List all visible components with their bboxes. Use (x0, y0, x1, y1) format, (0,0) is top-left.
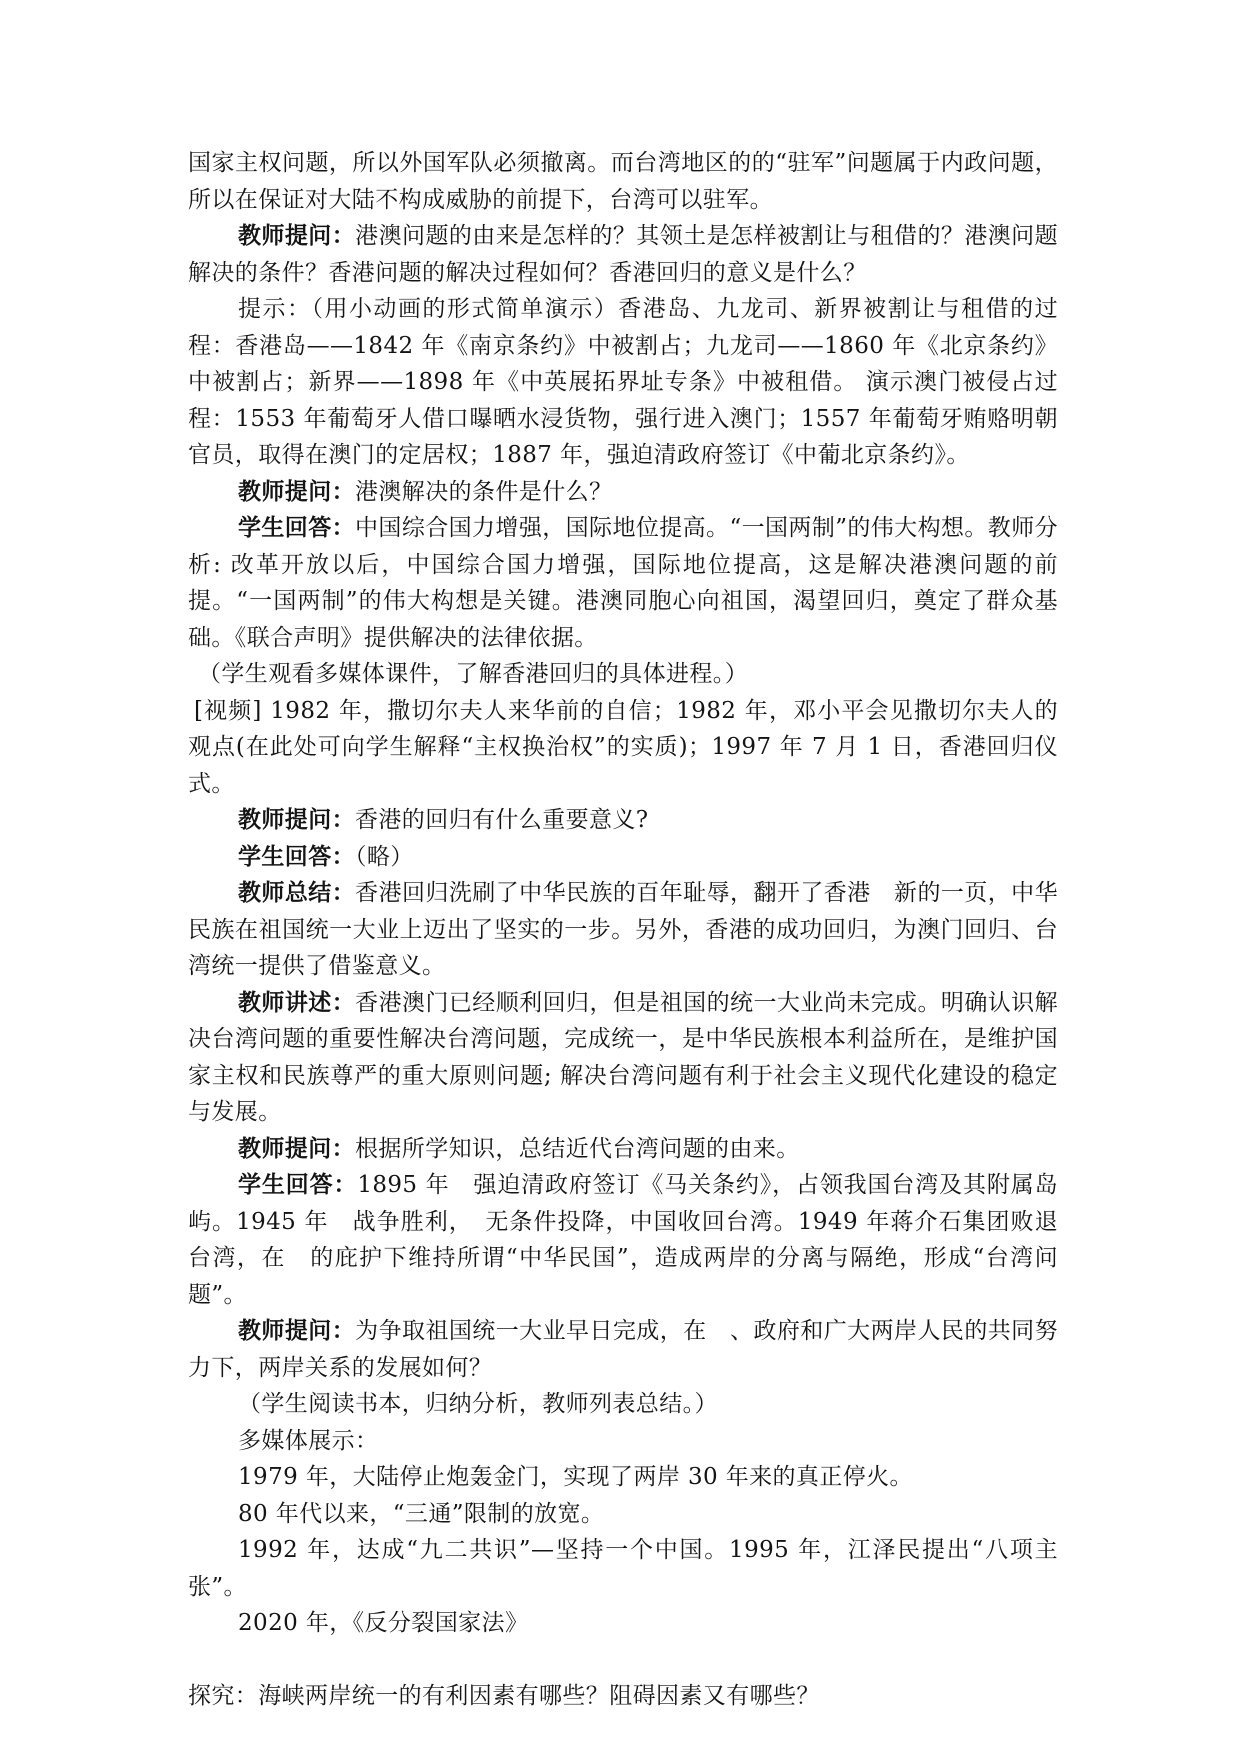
speaker-label: 教师讲述： (238, 988, 356, 1016)
speaker-label: 学生回答： (238, 514, 356, 541)
paragraph (188, 1423, 1058, 1460)
paragraph (188, 1459, 1058, 1496)
paragraph-text: 多媒体展示： (238, 1427, 379, 1454)
paragraph (188, 291, 1058, 474)
paragraph (188, 1386, 1058, 1423)
paragraph (188, 985, 1058, 1131)
paragraph-text: 香港回归洗刷了中华民族的百年耻辱，翻开了香港 新的一页，中华民族在祖国统一大业上迈出了坚实的一步。另外，香港的成功回归，为澳门回归、台湾统一提供了借鉴意义。 (188, 880, 1059, 979)
paragraph-text: （学生观看多媒体课件，了解香港回归的具体进程。） (198, 661, 749, 687)
paragraph-text: 中国综合国力增强，国际地位提高。“一国两制”的伟大构想。教师分析: 改革开放以后，中国综合国力增强，国际地位提高，这是解决港澳问题的前提。“一国两制”的伟大构想是关键。港澳同胞心向祖国，渴望回归，奠定了群众基础。《联合声明》提供解决的法律依据。 (188, 515, 1058, 651)
speaker-label: 学生回答： (238, 842, 355, 870)
speaker-label: 教师总结： (238, 879, 356, 906)
paragraph (188, 474, 1058, 511)
speaker-label: 教师提问： (238, 222, 356, 249)
paragraph-text: [视频] 1982 年，撒切尔夫人来华前的自信；1982 年，邓小平会见撒切尔夫人的观点(在此处可向学生解释“主权换治权”的实质)；1997 年 7 月 1 日，香港回归仪式。 (188, 697, 1058, 797)
paragraph-text: （学生阅读书本，归纳分析，教师列表总结。） (238, 1391, 718, 1417)
speaker-label: 学生回答： (238, 1171, 358, 1198)
paragraph (188, 656, 1058, 693)
paragraph-text: 香港澳门已经顺利回归，但是祖国的统一大业尚未完成。明确认识解决台湾问题的重要性解决台湾问题，完成统一，是中华民族根本利益所在，是维护国家主权和民族尊严的重大原则问题; 解决台湾问题有利于社会主义现代化建设的稳定与发展。 (188, 989, 1059, 1125)
paragraph-text: （略） (355, 843, 414, 870)
speaker-label: 教师提问： (238, 806, 355, 833)
paragraph (188, 875, 1058, 985)
paragraph-text: 为争取祖国统一大业早日完成，在 、政府和广大两岸人民的共同努力下，两岸关系的发展如何？ (188, 1318, 1059, 1381)
paragraph-text: 提示：（用小动画的形式简单演示）香港岛、九龙司、新界被割让与租借的过程：香港岛——1842 年《南京条约》中被割占；九龙司——1860 年《北京条约》中被割占；新界——1898 年《中英展拓界址专条》中被租借。 演示澳门被侵占过程：1553 年葡萄牙人借口曝晒水浸货物，强行进入澳门；1557 年葡萄牙贿赂明朝官员，取得在澳门的定居权；1887 年，强迫清政府签订《中葡北京条约》。 (188, 296, 1058, 468)
blank-line (188, 1642, 1058, 1678)
document-page (188, 145, 1058, 1714)
paragraph (188, 1678, 1058, 1715)
paragraph-text: 2020 年，《反分裂国家法》 (238, 1610, 529, 1636)
paragraph (188, 1496, 1058, 1533)
speaker-label: 教师提问： (238, 1134, 355, 1162)
paragraph-text: 探究：海峡两岸统一的有利因素有哪些？阻碍因素又有哪些？ (188, 1682, 820, 1709)
paragraph-text: 香港的回归有什么重要意义? (355, 807, 649, 833)
paragraph-text: 80 年代以来，“三通”限制的放宽。 (238, 1500, 605, 1527)
paragraph (188, 1167, 1058, 1313)
paragraph (188, 145, 1058, 218)
paragraph (188, 1131, 1058, 1168)
paragraph-text: 港澳问题的由来是怎样的？其领土是怎样被割让与租借的？港澳问题解决的条件？香港问题的解决过程如何？香港回归的意义是什么？ (188, 223, 1059, 286)
speaker-label: 教师提问： (238, 477, 355, 505)
paragraph-text: 1992 年，达成“九二共识”—坚持一个中国。1995 年，江泽民提出“八项主张”。 (188, 1537, 1058, 1600)
paragraph (188, 1313, 1058, 1386)
paragraph (188, 218, 1058, 291)
paragraph (188, 802, 1058, 839)
paragraph-text: 根据所学知识，总结近代台湾问题的由来。 (355, 1135, 800, 1162)
paragraph (188, 693, 1058, 803)
paragraph-text: 国家主权问题，所以外国军队必须撤离。而台湾地区的的“驻军”问题属于内政问题，所以在保证对大陆不构成威胁的前提下，台湾可以驻军。 (188, 150, 1058, 213)
paragraph (188, 1605, 1058, 1642)
paragraph-text: 1979 年，大陆停止炮轰金门，实现了两岸 30 年来的真正停火。 (238, 1464, 913, 1490)
paragraph-text: 1895 年 强迫清政府签订《马关条约》，占领我国台湾及其附属岛屿。1945 年 战争胜利， 无条件投降，中国收回台湾。1949 年蒋介石集团败退台湾，在 的庇护下维持所谓“中华民国”，造成两岸的分离与隔绝，形成“台湾问题”。 (188, 1172, 1058, 1308)
speaker-label: 教师提问： (238, 1317, 356, 1344)
paragraph (188, 1532, 1058, 1605)
paragraph (188, 510, 1058, 656)
paragraph (188, 839, 1058, 876)
paragraph-text: 港澳解决的条件是什么？ (355, 478, 613, 505)
